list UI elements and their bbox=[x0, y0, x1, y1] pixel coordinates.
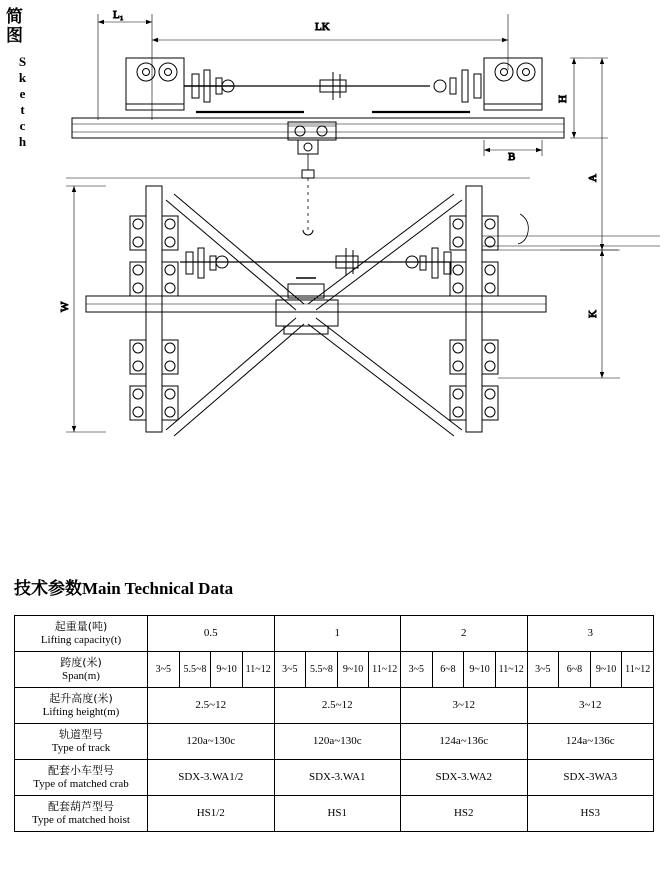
cell-span-7: 9~10 bbox=[337, 652, 369, 688]
cell-capacity-2: 1 bbox=[274, 616, 401, 652]
sketch-title-en: Sketch bbox=[15, 54, 30, 150]
cell-span-12: 11~12 bbox=[495, 652, 527, 688]
table-heading bbox=[14, 574, 233, 599]
table-row bbox=[15, 688, 654, 724]
row-header-matched-crab bbox=[15, 760, 148, 796]
row-label-en: Type of matched crab bbox=[33, 778, 129, 790]
row-label-cn: 起重量(吨) bbox=[54, 620, 108, 633]
dim-label-H: H bbox=[557, 95, 569, 103]
cell-capacity-4: 3 bbox=[527, 616, 654, 652]
dim-label-L1: L₁ bbox=[113, 9, 124, 21]
cell-crab-4: SDX-3WA3 bbox=[527, 760, 654, 796]
cell-span-13: 3~5 bbox=[527, 652, 559, 688]
cell-span-2: 5.5~8 bbox=[179, 652, 211, 688]
cell-track-4: 124a~136c bbox=[527, 724, 654, 760]
technical-data-table bbox=[14, 615, 654, 832]
cell-height-3: 3~12 bbox=[401, 688, 528, 724]
cell-hoist-2: HS1 bbox=[274, 796, 401, 832]
cell-span-9: 3~5 bbox=[401, 652, 433, 688]
row-header-matched-hoist bbox=[15, 796, 148, 832]
cell-track-2: 120a~130c bbox=[274, 724, 401, 760]
cell-height-2: 2.5~12 bbox=[274, 688, 401, 724]
cell-span-3: 9~10 bbox=[211, 652, 243, 688]
dim-label-B: B bbox=[508, 151, 516, 163]
table-row bbox=[15, 652, 654, 688]
cell-height-4: 3~12 bbox=[527, 688, 654, 724]
dim-label-LK: LK bbox=[315, 21, 330, 33]
table-row bbox=[15, 724, 654, 760]
sketch-title-cn: 简图 bbox=[6, 7, 23, 46]
cell-track-3: 124a~136c bbox=[401, 724, 528, 760]
cell-hoist-4: HS3 bbox=[527, 796, 654, 832]
cell-span-15: 9~10 bbox=[590, 652, 622, 688]
cell-span-16: 11~12 bbox=[622, 652, 654, 688]
dim-label-K: K bbox=[587, 310, 599, 318]
row-label-en: Lifting height(m) bbox=[42, 706, 120, 718]
cell-crab-1: SDX-3.WA1/2 bbox=[148, 760, 275, 796]
row-label-en: Type of matched hoist bbox=[32, 814, 130, 826]
table-heading-cn: 技术参数 bbox=[14, 579, 82, 599]
table-row bbox=[15, 616, 654, 652]
row-label-cn: 配套葫芦型号 bbox=[48, 800, 114, 813]
row-header-track-type bbox=[15, 724, 148, 760]
table-row bbox=[15, 796, 654, 832]
row-label-cn: 轨道型号 bbox=[59, 728, 103, 741]
cell-span-6: 5.5~8 bbox=[306, 652, 338, 688]
cell-span-14: 6~8 bbox=[559, 652, 591, 688]
cell-crab-3: SDX-3.WA2 bbox=[401, 760, 528, 796]
dim-label-A: A bbox=[587, 174, 599, 182]
cell-track-1: 120a~130c bbox=[148, 724, 275, 760]
cell-hoist-1: HS1/2 bbox=[148, 796, 275, 832]
cell-span-1: 3~5 bbox=[148, 652, 180, 688]
row-header-lifting-height bbox=[15, 688, 148, 724]
cell-capacity-3: 2 bbox=[401, 616, 528, 652]
row-label-cn: 跨度(米) bbox=[60, 656, 102, 669]
row-label-cn: 起升高度(米) bbox=[49, 692, 113, 705]
row-header-span bbox=[15, 652, 148, 688]
table-row bbox=[15, 760, 654, 796]
table-heading-en: Main Technical Data bbox=[82, 579, 234, 598]
row-header-lifting-capacity bbox=[15, 616, 148, 652]
cell-hoist-3: HS2 bbox=[401, 796, 528, 832]
cell-span-5: 3~5 bbox=[274, 652, 306, 688]
row-label-en: Span(m) bbox=[62, 670, 100, 682]
row-label-en: Type of track bbox=[51, 742, 111, 754]
dim-label-W: W bbox=[59, 301, 71, 312]
row-label-cn: 配套小车型号 bbox=[48, 764, 114, 777]
cell-span-10: 6~8 bbox=[432, 652, 464, 688]
cell-span-4: 11~12 bbox=[242, 652, 274, 688]
row-label-en: Lifting capacity(t) bbox=[40, 634, 122, 646]
cell-span-8: 11~12 bbox=[369, 652, 401, 688]
cell-height-1: 2.5~12 bbox=[148, 688, 275, 724]
cell-crab-2: SDX-3.WA1 bbox=[274, 760, 401, 796]
cell-span-11: 9~10 bbox=[464, 652, 496, 688]
cell-capacity-1: 0.5 bbox=[148, 616, 275, 652]
